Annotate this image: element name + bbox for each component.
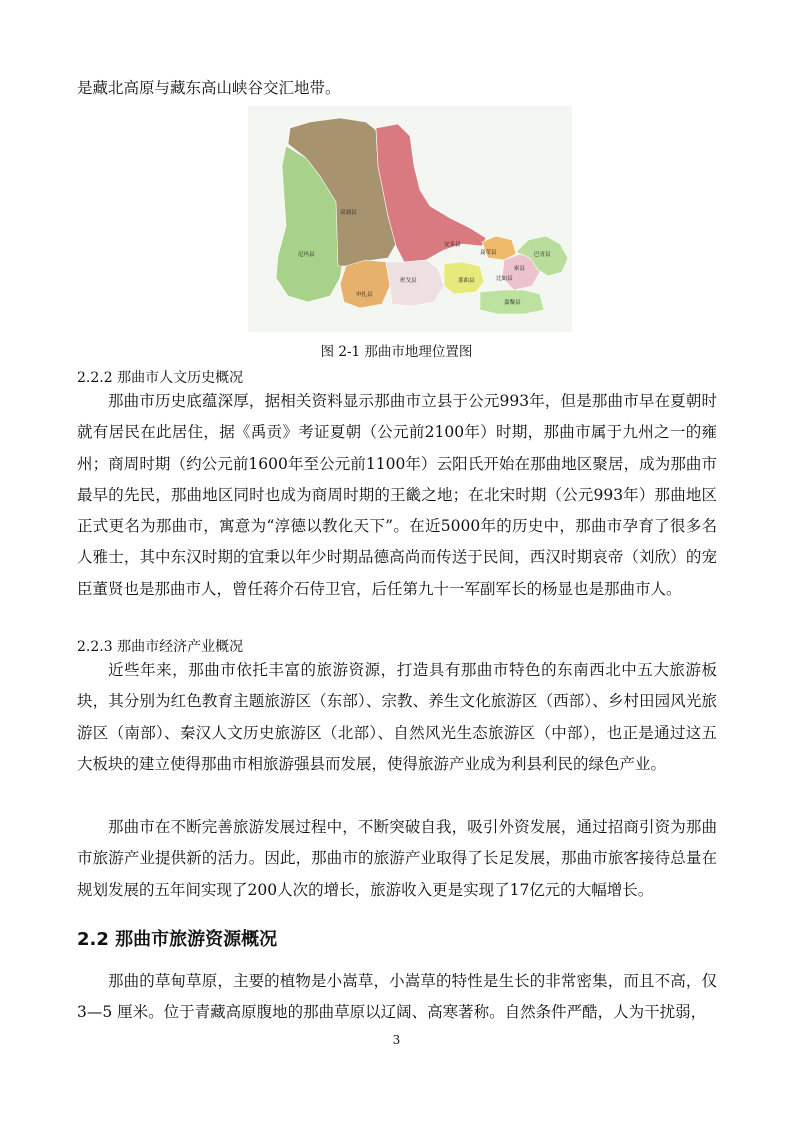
region-nierong: [482, 236, 516, 260]
map-label-jiali: 嘉黎县: [504, 300, 521, 306]
map-label-baqing: 巴青县: [534, 252, 551, 258]
map-label-nima: 尼玛县: [298, 252, 315, 258]
section-222-paragraph: 那曲市历史底蕴深厚，据相关资料显示那曲市立县于公元993年，但是那曲市早在夏朝时就有居民在此居住，据《禹贡》考证夏朝（公元前2100年）时期，那曲市属于九州之一的雍州；商周时期（约公元前1600年至公元前1100年）云阳氏开始在那曲地区聚居，成为那曲市最早的先民，那曲地区同时也成为商周时期的王畿之地；在北宋时期（公元993年）那曲地区正式更名为那曲市，寓意为“淳德以教化天下”。在近5000年的历史中，那曲市孕育了很多名人雅士，其中东汉时期的宜秉以年少时期品德高尚而传送于民间，西汉时期哀帝（刘欣）的宠臣董贤也是那曲市人，曾任蒋介石侍卫官，后任第九十一军副军长的杨显也是那曲市人。: [77, 392, 717, 598]
region-south-west: [340, 260, 390, 308]
section-223-paragraph-2: 那曲市在不断完善旅游发展过程中，不断突破自我，吸引外资发展，通过招商引资为那曲市旅游产业提供新的活力。因此，那曲市的旅游产业取得了长足发展，那曲市旅客接待总量在规划发展的五年间实现了200人次的增长，旅游收入更是实现了17亿元的大幅增长。: [77, 818, 717, 899]
map-label-shuanghu: 双湖县: [340, 210, 357, 216]
section-222-heading: 2.2.2 那曲市人文历史概况: [77, 370, 244, 386]
map-label-naqu: 那曲县: [458, 278, 475, 284]
map-label-bange: 班戈县: [400, 278, 417, 284]
map-label-suo: 索县: [514, 266, 526, 272]
map-label-biru: 比如县: [496, 276, 513, 282]
section-22-heading: 2.2 那曲市旅游资源概况: [77, 929, 278, 950]
map-label-anduo: 安多县: [444, 242, 461, 248]
figure-caption: 图 2-1 那曲市地理位置图: [320, 344, 473, 360]
page-number: 3: [392, 1033, 401, 1047]
map-label-nierong: 聂荣县: [480, 250, 497, 256]
naqu-map-figure: [248, 106, 572, 332]
intro-line: 是藏北高原与藏东高山峡谷交汇地带。: [77, 79, 341, 97]
section-223-paragraph-1: 近些年来，那曲市依托丰富的旅游资源，打造具有那曲市特色的东南西北中五大旅游板块，其分别为红色教育主题旅游区（东部）、宗教、养生文化旅游区（西部）、乡村田园风光旅游区（南部）、秦汉人文历史旅游区（北部）、自然风光生态旅游区（中部），也正是通过这五大板块的建立使得那曲市相旅游强县而发展，使得旅游产业成为利县利民的绿色产业。: [77, 661, 717, 773]
map-label-shenzha: 申扎县: [356, 292, 373, 298]
section-223-heading: 2.2.3 那曲市经济产业概况: [77, 639, 244, 655]
section-22-paragraph: 那曲的草甸草原，主要的植物是小嵩草，小嵩草的特性是生长的非常密集，而且不高，仅 3—5 厘米。位于青藏高原腹地的那曲草原以辽阔、高寒著称。自然条件严酷，人为干扰弱，: [77, 972, 717, 1022]
